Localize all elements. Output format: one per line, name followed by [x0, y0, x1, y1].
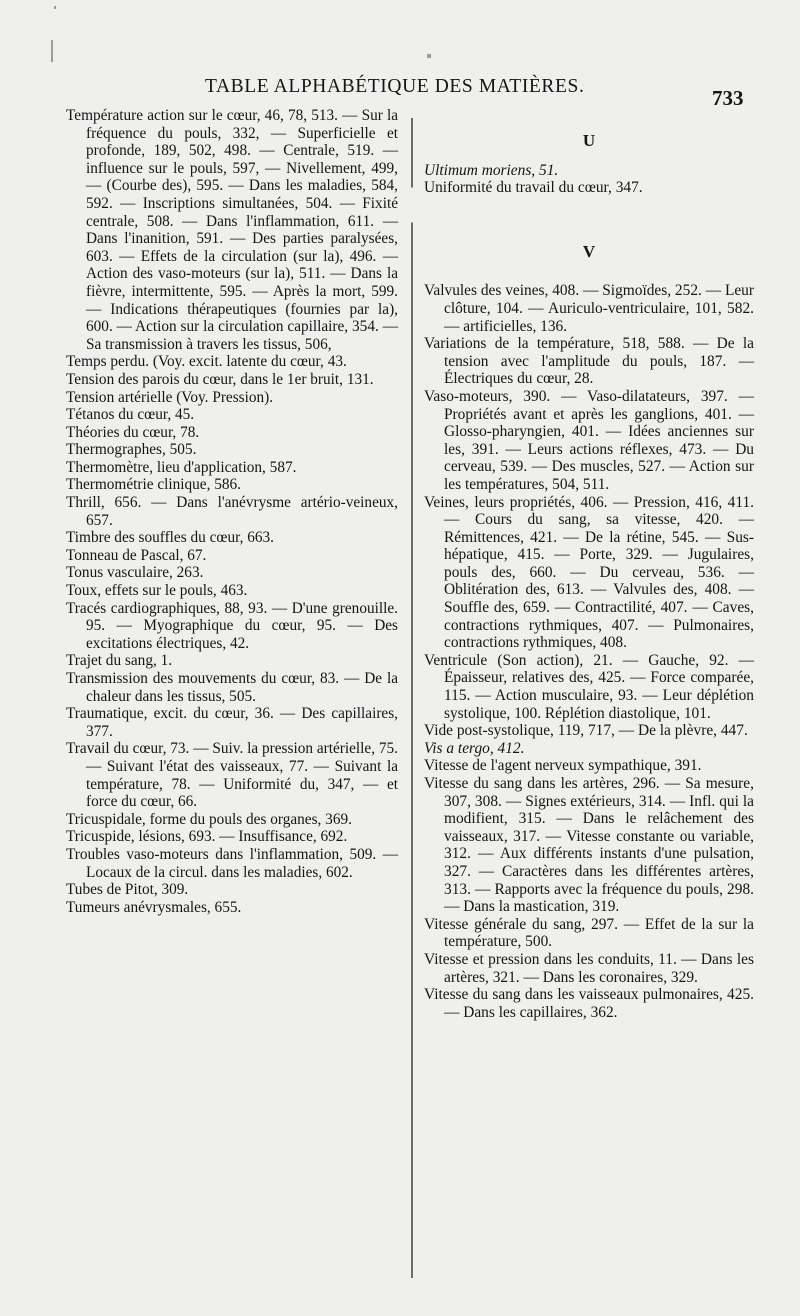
page-number: 733: [712, 86, 744, 110]
index-entry: Troubles vaso-moteurs dans l'inflammation, 509. — Locaux de la circul. dans les maladies, 602.: [66, 845, 398, 881]
index-entry: Timbre des souffles du cœur, 663.: [66, 529, 275, 547]
index-entry: Théories du cœur, 78.: [66, 423, 200, 441]
index-entry: Tonneau de Pascal, 67.: [66, 546, 207, 564]
index-entry: Vaso-moteurs, 390. — Vaso-dilatateurs, 397. — Propriétés avant et après les ganglions, 401. — Glosso-pharyngien, 401. — Idées anciennes sur les, 391. — Leurs actions réflexes, 473. — Du cerveau, 539. — Des muscles, 527. — Action sur les températures, 504, 511.: [424, 387, 754, 493]
index-entry: Tracés cardiographiques, 88, 93. — D'une grenouille. 95. — Myographique du cœur, 95. — Des excitations électriques, 42.: [66, 599, 398, 652]
left-column: [66, 107, 398, 916]
index-entry: Tumeurs anévrysmales, 655.: [66, 898, 242, 916]
index-entry: Veines, leurs propriétés, 406. — Pression, 416, 411. — Cours du sang, sa vitesse, 420. — Rémittences, 421. — De la rétine, 545. — Sus-hépatique, 415. — Porte, 329. — Jugulaires, pouls des, 660. — Du cerveau, 536. — Oblitération des, 613. — Valvules des, 408. — Souffle des, 659. — Contractilité, 407. — Caves, contractions rythmiques, 407. — Pulmonaires, contractions rythmiques, 408.: [424, 493, 754, 652]
scan-speck: [427, 54, 431, 58]
section-letter-u: U: [582, 131, 596, 150]
index-entry: Tension artérielle (Voy. Pression).: [66, 388, 274, 406]
index-entry: Température action sur le cœur, 46, 78, 513. — Sur la fréquence du pouls, 332, — Superficielle et profonde, 189, 502, 498. — Centrale, 519. — influence sur le pouls, 597, — Nivellement, 499, — (Courbe des), 595. — Dans les maladies, 584, 592. — Inscriptions simultanées, 504. — Fixité centrale, 508. — Dans l'inflammation, 611. — Dans l'inanition, 591. — Des parties paralysées, 603. — Effets de la circulation (sur la), 496. — Action des vaso-moteurs (sur la), 511. — Dans la fièvre, intermittente, 595. — Après la mort, 599. — Indications thérapeutiques (fournies par la), 600. — Action sur la circulation capillaire, 354. — Sa transmission à travers les tissus, 506,: [66, 107, 398, 353]
scan-speck: [54, 6, 56, 9]
index-entry: Valvules des veines, 408. — Sigmoïdes, 252. — Leur clôture, 104. — Auriculo-ventriculaire, 101, 582. — artificielles, 136.: [424, 282, 755, 335]
scan-speck: [51, 40, 53, 62]
index-entry: Transmission des mouvements du cœur, 83. — De la chaleur dans les tissus, 505.: [66, 670, 398, 705]
index-entry: Tricuspidale, forme du pouls des organes, 369.: [66, 810, 352, 828]
index-entry: Vitesse et pression dans les conduits, 11. — Dans les artères, 321. — Dans les coronaires, 329.: [424, 950, 754, 986]
right-column: [424, 107, 754, 1021]
index-entry: Vitesse du sang dans les vaisseaux pulmonaires, 425. — Dans les capillaires, 362.: [424, 986, 754, 1021]
index-entry: Uniformité du travail du cœur, 347.: [424, 179, 643, 197]
index-entry: Travail du cœur, 73. — Suiv. la pression artérielle, 75. — Suivant l'état des vaisseaux, 77. — Suivant la température, 78. — Uniformité du, 347, — et force du cœur, 66.: [66, 740, 398, 811]
index-entry: Vitesse de l'agent nerveux sympathique, 391.: [424, 757, 702, 775]
index-entry: Traumatique, excit. du cœur, 36. — Des capillaires, 377.: [66, 705, 398, 740]
index-entry: Temps perdu. (Voy. excit. latente du cœur, 43.: [66, 353, 347, 371]
index-entry: Tonus vasculaire, 263.: [66, 564, 204, 582]
index-entry: Variations de la température, 518, 588. — De la tension avec l'amplitude du pouls, 187. — Électriques du cœur, 28.: [424, 335, 754, 388]
index-entry: Trajet du sang, 1.: [66, 652, 173, 670]
index-entry: Thrill, 656. — Dans l'anévrysme artério-veineux, 657.: [66, 494, 398, 529]
index-entry-italic: Ultimum moriens, 51.: [424, 161, 559, 179]
index-entry: Ventricule (Son action), 21. — Gauche, 92. — Épaisseur, relatives des, 425. — Force comparée, 115. — Action musculaire, 93. — Leur déplétion systolique, 100. Réplétion diastolique, 101.: [424, 651, 754, 722]
index-entry: Vitesse générale du sang, 297. — Effet de la sur la température, 500.: [424, 915, 754, 951]
index-entry: Tricuspide, lésions, 693. — Insuffisance, 692.: [66, 828, 348, 846]
section-letter-v: V: [582, 241, 596, 261]
index-entry-italic: Vis a tergo, 412.: [424, 739, 525, 757]
index-entry: Tension des parois du cœur, dans le 1er bruit, 131.: [66, 370, 374, 388]
index-entry: Tubes de Pitot, 309.: [66, 881, 189, 899]
index-entry: Vide post-systolique, 119, 717, — De la plèvre, 447.: [424, 722, 748, 740]
index-entry: Thermométrie clinique, 586.: [66, 476, 242, 494]
index-entry: Thermographes, 505.: [66, 441, 197, 459]
index-entry: Toux, effets sur le pouls, 463.: [66, 582, 248, 600]
running-title: TABLE ALPHABÉTIQUE DES MATIÈRES.: [205, 76, 585, 97]
index-entry: Vitesse du sang dans les artères, 296. — Sa mesure, 307, 308. — Signes extérieurs, 314. — Infl. qui la modifient, 315. — Dans le relâchement des vaisseaux, 317. — Vitesse constante ou variable, 312. — Aux différents instants d'une pulsation, 327. — Caractères dans les différentes artères, 313. — Rapports avec la fréquence du pouls, 298. — Dans la mastication, 319.: [424, 775, 754, 916]
index-entry: Thermomètre, lieu d'application, 587.: [66, 458, 297, 476]
index-entry: Tétanos du cœur, 45.: [66, 406, 195, 424]
column-divider: [411, 118, 413, 1278]
